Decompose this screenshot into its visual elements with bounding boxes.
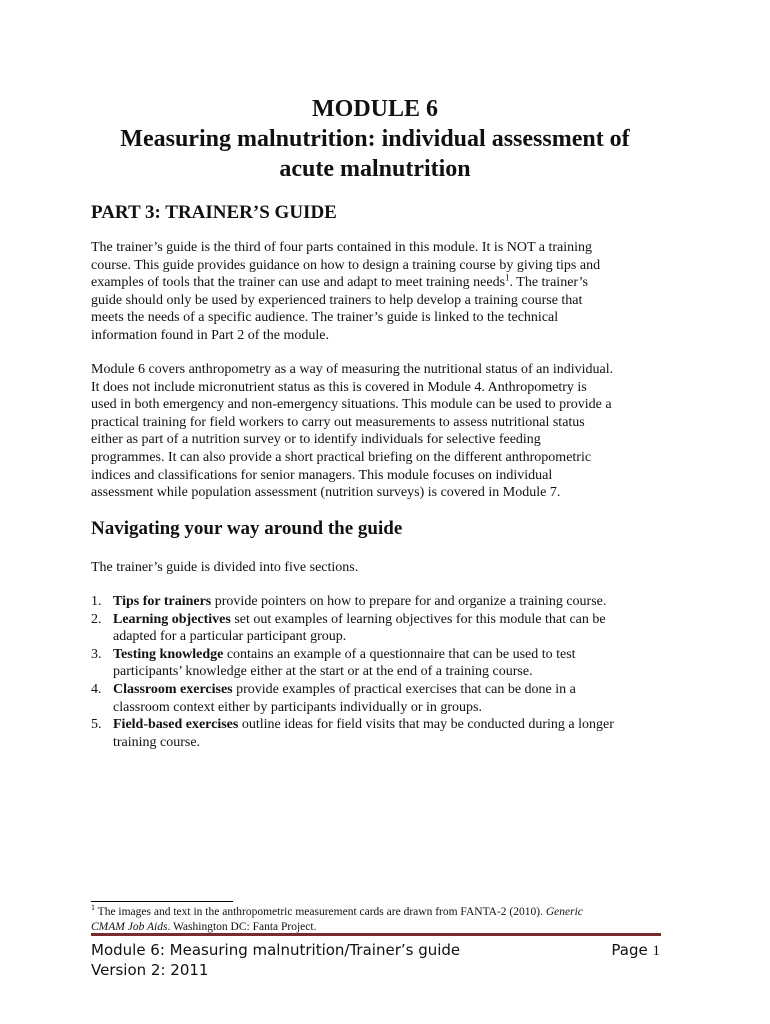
sections-list bbox=[91, 593, 671, 751]
intro-paragraph bbox=[91, 239, 666, 345]
module-paragraph bbox=[91, 361, 666, 502]
title-line-2: Measuring malnutrition: individual assessment of bbox=[120, 126, 630, 152]
footnote-separator bbox=[91, 901, 233, 902]
paragraph-line: It does not include micronutrient status as this is covered in Module 4. Anthropometry is bbox=[91, 379, 587, 395]
paragraph-line: used in both emergency and non-emergency situations. This module can be used to provide a bbox=[91, 397, 612, 413]
paragraph-line: information found in Part 2 of the module. bbox=[91, 327, 329, 343]
title-line-1: MODULE 6 bbox=[312, 96, 438, 122]
document-title bbox=[60, 94, 690, 184]
list-item: 3. Testing knowledge contains an example of a questionnaire that can be used to test participants’ knowledge either at the start or at the end of a training course. bbox=[91, 646, 576, 680]
footer-version: Version 2: 2011 bbox=[91, 961, 209, 979]
paragraph-line: indices and classifications for senior managers. This module focuses on individual bbox=[91, 467, 553, 483]
paragraph-line: examples of tools that the trainer can use and adapt to meet training needs$^1$. The trainer’s bbox=[91, 272, 588, 291]
paragraph-line: programmes. It can also provide a short practical briefing on the different anthropometric bbox=[91, 449, 592, 465]
paragraph-line: either as part of a nutrition survey or to identify individuals for selective feeding bbox=[91, 432, 541, 448]
footer-module-title: Module 6: Measuring malnutrition/Trainer’s guide bbox=[91, 941, 461, 959]
list-item: 1. Tips for trainers provide pointers on how to prepare for and organize a training course. bbox=[91, 594, 607, 609]
paragraph-line: guide should only be used by experienced trainers to help develop a training course that bbox=[91, 292, 583, 308]
list-item: 2. Learning objectives set out examples of learning objectives for this module that can be adapted for a particular participant group. bbox=[91, 611, 606, 645]
navigation-heading: Navigating your way around the guide bbox=[91, 518, 403, 539]
list-item: 5. Field-based exercises outline ideas for field visits that may be conducted during a longer training course. bbox=[91, 717, 614, 750]
part-heading: PART 3: TRAINER’S GUIDE bbox=[91, 202, 337, 223]
paragraph-line: assessment while population assessment (nutrition surveys) is covered in Module 7. bbox=[91, 485, 561, 501]
paragraph-line: meets the needs of a specific audience. The trainer’s guide is linked to the technical bbox=[91, 310, 559, 326]
navigation-intro: The trainer’s guide is divided into five sections. bbox=[91, 560, 359, 575]
list-item: 4. Classroom exercises provide examples of practical exercises that can be done in a classroom context either by participants individually or in groups. bbox=[91, 681, 576, 715]
footnote: $^1$ The images and text in the anthropometric measurement cards are drawn from FANTA-2 (2010). Generic CMAM Job Aids. Washington DC: Fanta Project. bbox=[91, 903, 583, 933]
footnote-reference[interactable]: 1 bbox=[505, 272, 510, 283]
title-line-3: acute malnutrition bbox=[279, 156, 471, 182]
footer-divider bbox=[91, 933, 661, 936]
page-number: Page 1 bbox=[611, 941, 660, 959]
paragraph-line: The trainer’s guide is the third of four parts contained in this module. It is NOT a training bbox=[91, 240, 593, 255]
paragraph-line: course. This guide provides guidance on how to design a training course by giving tips and bbox=[91, 257, 601, 273]
paragraph-line: practical training for field workers to carry out measurements to assess nutritional status bbox=[91, 414, 585, 430]
page-footer bbox=[91, 940, 460, 980]
paragraph-line: Module 6 covers anthropometry as a way of measuring the nutritional status of an individual. bbox=[91, 362, 614, 377]
